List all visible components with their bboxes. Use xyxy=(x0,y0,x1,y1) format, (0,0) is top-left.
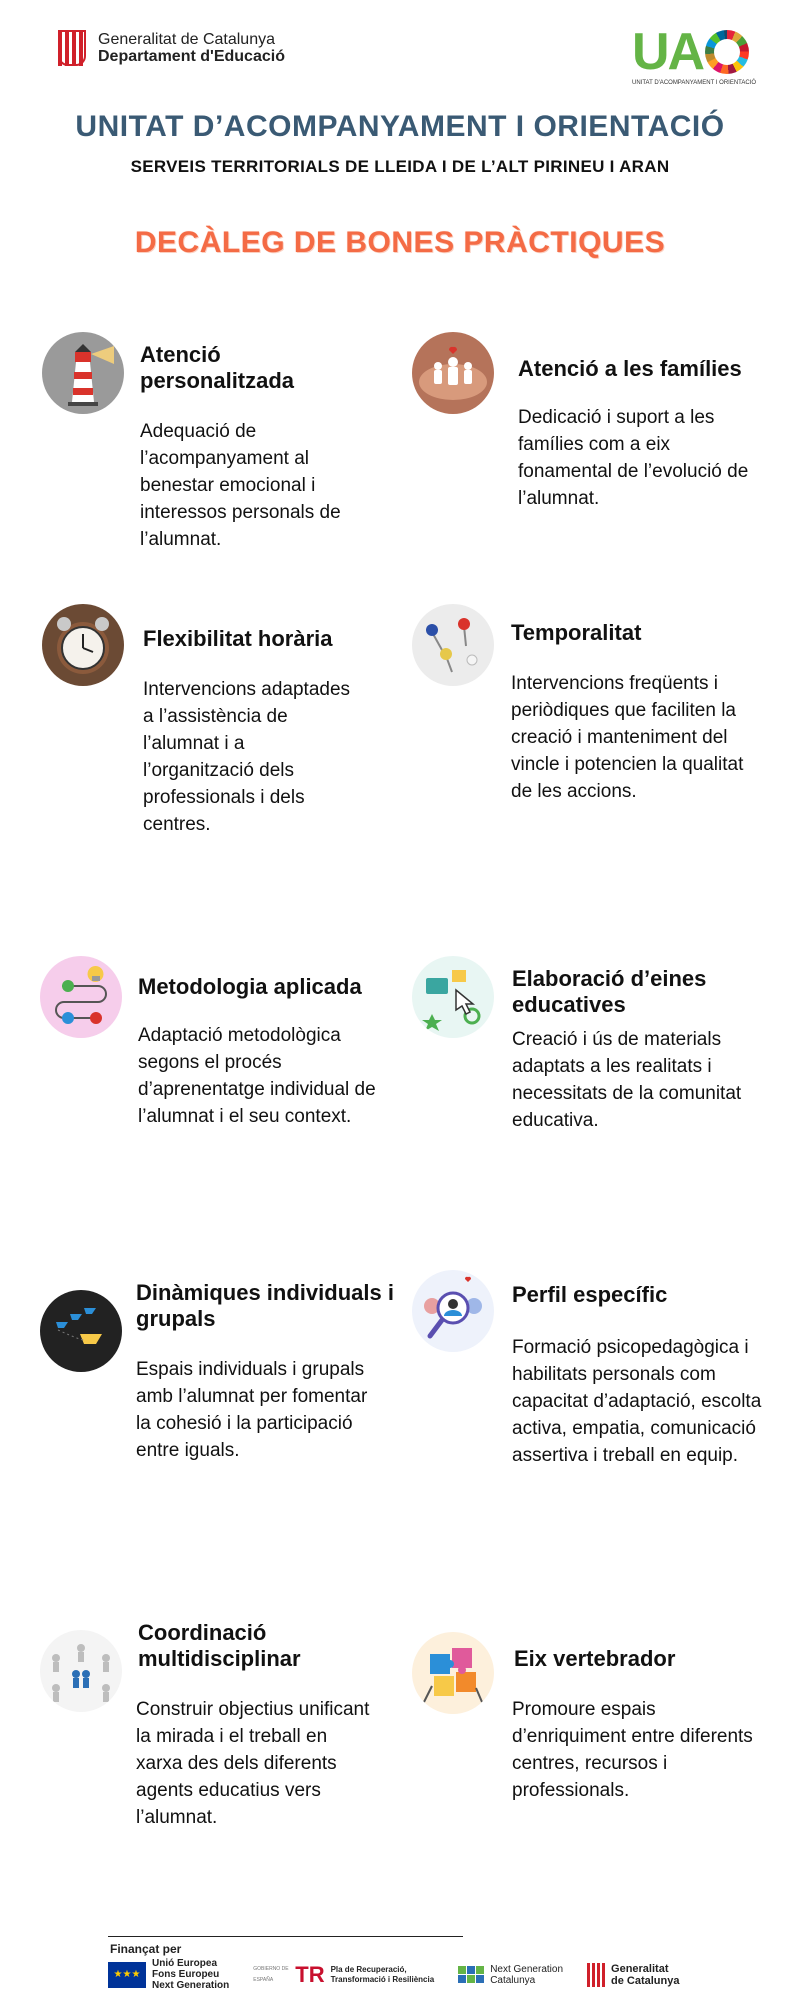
tools-touch-icon xyxy=(412,956,494,1038)
tr-mark-icon: TR xyxy=(295,1961,325,1987)
alarm-clock-icon xyxy=(42,604,124,686)
gencat-line1: Generalitat de Catalunya xyxy=(98,31,275,48)
footer-divider xyxy=(108,1936,463,1937)
item-text-5: Adaptació metodològica segons el procés d’aprenentatge individual de l’alumnat i el seu context. xyxy=(138,1025,376,1127)
uao-logo xyxy=(632,23,757,86)
pushpins-icon xyxy=(412,604,494,686)
next-gen-catalunya-logo xyxy=(458,1964,563,1986)
item-title-9: Coordinació multidisciplinar xyxy=(138,1620,301,1671)
gc-line2: de Catalunya xyxy=(611,1974,680,1987)
page-subtitle: SERVEIS TERRITORIALS DE LLEIDA I DE L’ALT PIRINEU I ARAN xyxy=(130,157,670,176)
sdg-wheel-icon xyxy=(705,30,749,74)
generalitat-footer-logo xyxy=(587,1963,679,1987)
funding-logos xyxy=(108,1958,679,1991)
eu-line1: Unió Europea xyxy=(152,1958,218,1969)
item-title-6: Elaboració d’eines educatives xyxy=(512,966,707,1017)
item-title-4: Temporalitat xyxy=(511,620,642,645)
next-gen-mark-icon xyxy=(458,1966,484,1983)
profile-search-icon xyxy=(412,1270,494,1352)
gc-line1: Generalitat xyxy=(611,1962,669,1975)
item-text-4: Intervencions freqüents i periòdiques que faciliten la creació i manteniment del vincle i potencien la qualitat de les accions. xyxy=(511,673,744,802)
paper-boats-icon xyxy=(40,1290,122,1372)
page-title: UNITAT D’ACOMPANYAMENT I ORIENTACIÓ xyxy=(75,110,725,143)
item-title-5: Metodologia aplicada xyxy=(138,974,362,999)
uao-logo-text: UA xyxy=(632,23,704,81)
ng-line1: Next Generation xyxy=(490,1963,564,1975)
gencat-line2: Departament d'Educació xyxy=(98,48,285,65)
gencat-flag-icon xyxy=(58,30,88,66)
plan-line2: Transformació i Resiliència xyxy=(330,1974,435,1984)
eu-line2: Fons Europeu xyxy=(152,1969,220,1980)
item-text-7: Espais individuals i grupals amb l’alumnat per fomentar la cohesió i la participació entre iguals. xyxy=(136,1359,368,1461)
item-text-1: Adequació de l’acompanyament al benestar emocional i interessos personals de l’alumnat. xyxy=(140,421,341,550)
plan-line1: Pla de Recuperació, xyxy=(330,1964,407,1974)
footer-label: Finançat per xyxy=(110,1942,182,1956)
item-title-8: Perfil específic xyxy=(512,1282,668,1307)
gov-spain-text: GOBIERNO DE ESPAÑA xyxy=(253,1965,289,1983)
network-people-icon xyxy=(40,1630,122,1712)
small-gencat-flag-icon xyxy=(587,1963,605,1987)
item-title-3: Flexibilitat horària xyxy=(143,626,333,651)
item-title-7: Dinàmiques individuals i grupals xyxy=(136,1280,394,1331)
lighthouse-icon xyxy=(42,332,124,414)
item-text-10: Promoure espais d’enriquiment entre diferents centres, recursos i professionals. xyxy=(512,1699,753,1801)
spain-plan-logo xyxy=(253,1962,434,1988)
item-title-1: Atenció personalitzada xyxy=(140,342,295,393)
ng-line2: Catalunya xyxy=(490,1974,536,1986)
item-text-2: Dedicació i suport a les famílies com a eix fonamental de l’evolució de l’alumnat. xyxy=(518,407,749,509)
uao-logo-subtitle: UNITAT D'ACOMPANYAMENT I ORIENTACIÓ xyxy=(632,80,757,86)
decalogue-title: DECÀLEG DE BONES PRÀCTIQUES xyxy=(134,226,666,259)
eu-line3: Next Generation xyxy=(152,1980,230,1991)
item-title-2: Atenció a les famílies xyxy=(518,356,742,381)
item-text-8: Formació psicopedagògica i habilitats personals com capacitat d’adaptació, escolta activa, empatia, comunicació assertiva i treball en equip. xyxy=(512,1337,762,1466)
gencat-logo xyxy=(58,30,285,66)
eu-flag-icon: ★★★ xyxy=(108,1962,146,1988)
methodology-icon xyxy=(40,956,122,1038)
item-text-6: Creació i ús de materials adaptats a les realitats i necessitats de la comunitat educativa. xyxy=(512,1029,742,1131)
eu-logo xyxy=(108,1958,229,1991)
family-hands-icon xyxy=(412,332,494,414)
item-title-10: Eix vertebrador xyxy=(514,1646,676,1671)
item-text-3: Intervencions adaptades a l’assistència de l’alumnat i a l’organització dels professionals i dels centres. xyxy=(143,679,351,835)
item-text-9: Construir objectius unificant la mirada i el treball en xarxa des dels diferents agents educatius vers l’alumnat. xyxy=(136,1699,370,1828)
puzzle-icon xyxy=(412,1632,494,1714)
